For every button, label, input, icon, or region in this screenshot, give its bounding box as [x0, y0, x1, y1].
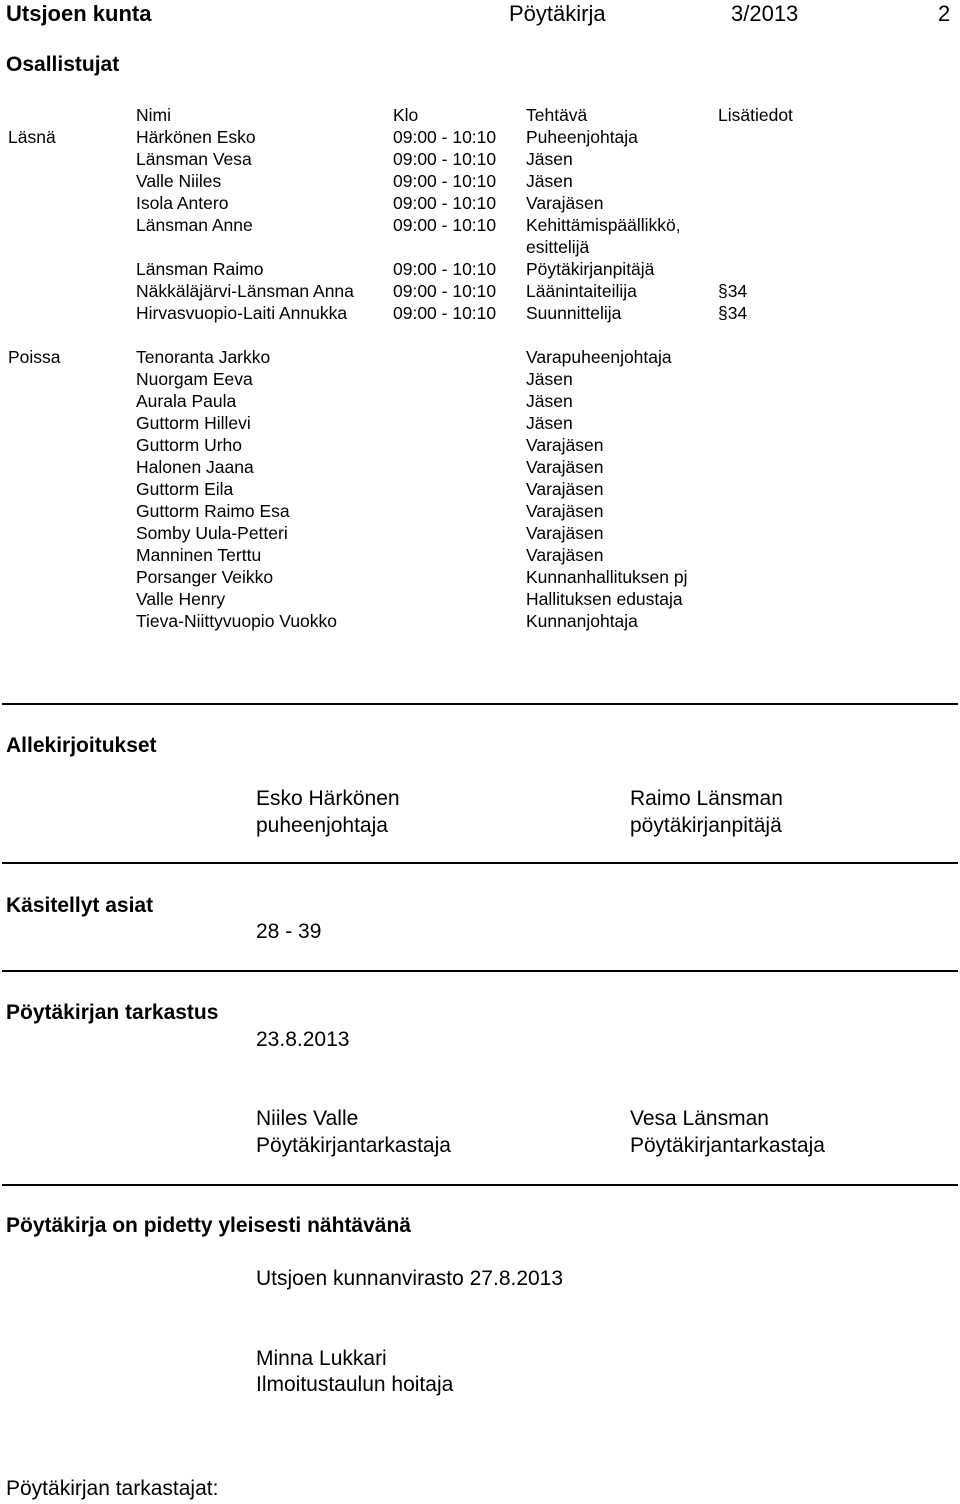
participant-role: Pöytäkirjanpitäjä [526, 259, 655, 279]
participant-time: 09:00 - 10:10 [393, 127, 497, 147]
divider [2, 970, 958, 972]
participant-name: Nuorgam Eeva [136, 369, 253, 389]
participant-name: Isola Antero [136, 193, 229, 213]
table-row [0, 611, 960, 633]
table-row [0, 259, 960, 281]
participant-role: Varajäsen [526, 457, 604, 477]
column-name: Nimi [136, 105, 171, 125]
footer-label: Pöytäkirjan tarkastajat: [6, 1477, 219, 1500]
review-date: 23.8.2013 [256, 1028, 350, 1051]
document-type: Pöytäkirja [509, 1, 606, 26]
participant-extra: §34 [718, 281, 748, 301]
participant-name: Tenoranta Jarkko [136, 347, 271, 367]
table-row [0, 413, 960, 435]
participant-time: 09:00 - 10:10 [393, 193, 497, 213]
table-row [0, 457, 960, 479]
notice-official-role: Ilmoitustaulun hoitaja [256, 1373, 454, 1396]
items-heading: Käsitellyt asiat [6, 894, 154, 917]
participant-role: Hallituksen edustaja [526, 589, 683, 609]
table-row [0, 589, 960, 611]
present-label: Läsnä [8, 127, 56, 147]
column-role: Tehtävä [526, 105, 588, 125]
column-extra: Lisätiedot [718, 105, 793, 125]
participant-name: Tieva-Niittyvuopio Vuokko [136, 611, 338, 631]
review-heading: Pöytäkirjan tarkastus [6, 1001, 219, 1024]
participant-extra: §34 [718, 303, 748, 323]
notice-official-name: Minna Lukkari [256, 1347, 387, 1370]
participant-role: Varajäsen [526, 523, 604, 543]
absent-label: Poissa [8, 347, 61, 367]
participants-column-headers [0, 105, 960, 127]
table-row [0, 347, 960, 369]
participant-name: Härkönen Esko [136, 127, 256, 147]
participant-time: 09:00 - 10:10 [393, 171, 497, 191]
table-row [0, 545, 960, 567]
participant-role: Kunnanhallituksen pj [526, 567, 688, 587]
participant-role: Jäsen [526, 413, 573, 433]
participant-name: Länsman Raimo [136, 259, 264, 279]
divider [2, 862, 958, 864]
participant-name: Porsanger Veikko [136, 567, 274, 587]
participant-name: Manninen Terttu [136, 545, 262, 565]
table-row [0, 369, 960, 391]
participant-time: 09:00 - 10:10 [393, 215, 497, 235]
participant-role-continued: esittelijä [526, 237, 590, 257]
divider [2, 703, 958, 705]
participant-role: Jäsen [526, 391, 573, 411]
table-row [0, 215, 960, 237]
participant-name: Guttorm Eila [136, 479, 234, 499]
table-row [0, 391, 960, 413]
participant-role: Varajäsen [526, 545, 604, 565]
participant-name: Länsman Vesa [136, 149, 252, 169]
table-row [0, 171, 960, 193]
participant-role: Jäsen [526, 149, 573, 169]
notice-place-date: Utsjoen kunnanvirasto 27.8.2013 [256, 1267, 564, 1290]
table-row [0, 479, 960, 501]
table-row [0, 281, 960, 303]
participant-name: Valle Niiles [136, 171, 222, 191]
reviewer-2-role: Pöytäkirjantarkastaja [630, 1134, 825, 1157]
table-row [0, 193, 960, 215]
table-row [0, 303, 960, 325]
chair-name: Esko Härkönen [256, 787, 400, 810]
table-row [0, 237, 960, 259]
participant-time: 09:00 - 10:10 [393, 259, 497, 279]
municipality-title: Utsjoen kunta [6, 1, 152, 26]
participant-time: 09:00 - 10:10 [393, 281, 497, 301]
reviewer-1-role: Pöytäkirjantarkastaja [256, 1134, 451, 1157]
participant-name: Guttorm Urho [136, 435, 242, 455]
participant-role: Varajäsen [526, 479, 604, 499]
table-row [0, 435, 960, 457]
participant-name: Guttorm Raimo Esa [136, 501, 290, 521]
table-row [0, 567, 960, 589]
participant-role: Jäsen [526, 171, 573, 191]
participant-role: Varajäsen [526, 435, 604, 455]
signatures-heading: Allekirjoitukset [6, 734, 157, 757]
participant-role: Suunnittelija [526, 303, 622, 323]
participant-time: 09:00 - 10:10 [393, 149, 497, 169]
participant-name: Länsman Anne [136, 215, 253, 235]
participant-role: Läänintaiteilija [526, 281, 637, 301]
table-row [0, 523, 960, 545]
table-row [0, 501, 960, 523]
public-notice-heading: Pöytäkirja on pidetty yleisesti nähtävänä [6, 1214, 411, 1237]
participant-name: Näkkäläjärvi-Länsman Anna [136, 281, 354, 301]
reviewer-2-name: Vesa Länsman [630, 1107, 769, 1130]
participant-name: Somby Uula-Petteri [136, 523, 288, 543]
table-row [0, 149, 960, 171]
table-row [0, 127, 960, 149]
participant-name: Aurala Paula [136, 391, 237, 411]
column-time: Klo [393, 105, 419, 125]
participant-role: Varajäsen [526, 193, 604, 213]
participant-name: Hirvasvuopio-Laiti Annukka [136, 303, 348, 323]
secretary-role: pöytäkirjanpitäjä [630, 814, 782, 837]
chair-role: puheenjohtaja [256, 814, 388, 837]
divider [2, 1184, 958, 1186]
secretary-name: Raimo Länsman [630, 787, 783, 810]
reviewer-1-name: Niiles Valle [256, 1107, 359, 1130]
participant-name: Halonen Jaana [136, 457, 254, 477]
participant-time: 09:00 - 10:10 [393, 303, 497, 323]
participant-name: Guttorm Hillevi [136, 413, 251, 433]
page-number: 2 [938, 1, 951, 26]
participant-role: Kehittämispäällikkö, [526, 215, 681, 235]
participant-name: Valle Henry [136, 589, 226, 609]
participant-role: Kunnanjohtaja [526, 611, 638, 631]
participant-role: Puheenjohtaja [526, 127, 638, 147]
participant-role: Varajäsen [526, 501, 604, 521]
participants-heading: Osallistujat [6, 53, 120, 76]
document-number: 3/2013 [731, 1, 799, 26]
participant-role: Jäsen [526, 369, 573, 389]
participant-role: Varapuheenjohtaja [526, 347, 672, 367]
items-range: 28 - 39 [256, 920, 322, 943]
